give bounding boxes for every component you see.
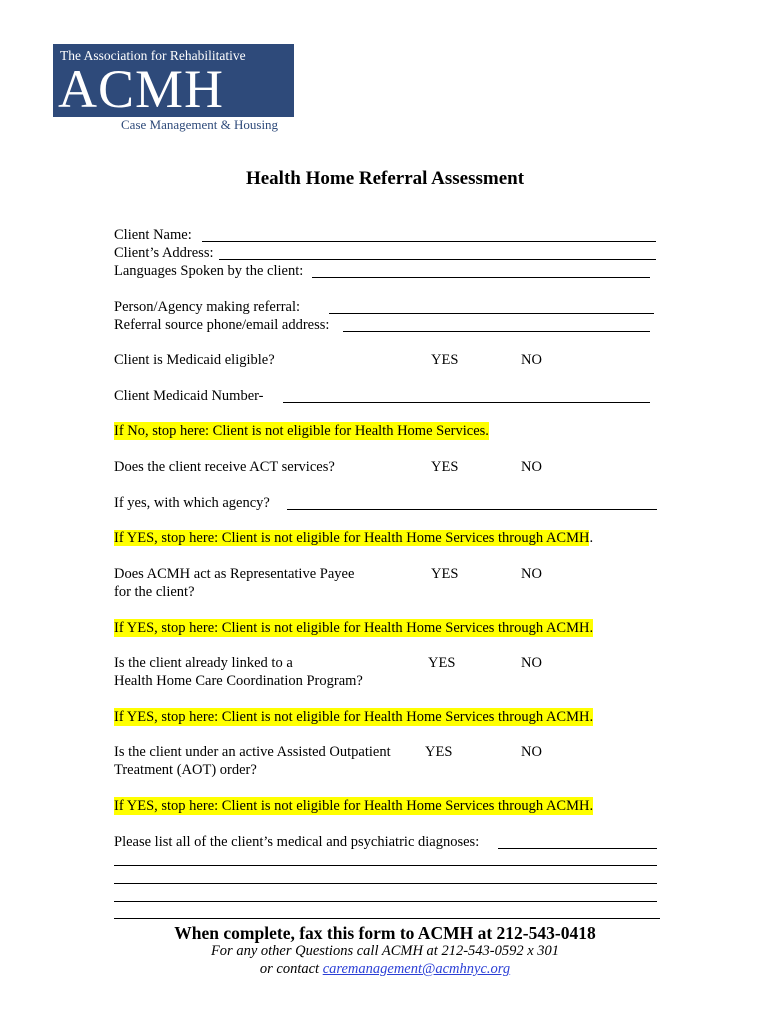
act-question: Does the client receive ACT services? [114,459,335,475]
client-address-label: Client’s Address: [114,245,214,261]
aot-question-line1: Is the client under an active Assisted Outpatient [114,744,391,760]
linked-question-line2: Health Home Care Coordination Program? [114,673,363,689]
diagnoses-field-line4[interactable] [114,901,657,902]
referral-contact-field[interactable] [343,331,650,332]
client-address-field[interactable] [219,259,656,260]
referral-contact-label: Referral source phone/email address: [114,317,330,333]
footer-divider [114,918,660,919]
linked-question-line1: Is the client already linked to a [114,655,293,671]
diagnoses-field-line2[interactable] [114,865,657,866]
languages-field[interactable] [312,277,650,278]
aot-yes-option[interactable]: YES [425,744,453,760]
medicaid-no-option[interactable]: NO [521,352,542,368]
act-warning [114,529,593,547]
fax-instruction: When complete, fax this form to ACMH at 212-543-0418 [174,923,596,943]
email-contact-prefix: or contact [259,961,323,977]
act-yes-option[interactable]: YES [431,459,459,475]
diagnoses-label: Please list all of the client’s medical and psychiatric diagnoses: [114,834,480,850]
aot-no-option[interactable]: NO [521,744,542,760]
act-agency-field[interactable] [287,509,657,510]
diagnoses-field-line1[interactable] [498,848,657,849]
email-contact [0,961,770,978]
act-no-option[interactable]: NO [521,459,542,475]
payee-question-line1: Does ACMH act as Representative Payee [114,566,355,582]
act-warning-text: If YES, stop here: Client is not eligible for Health Home Services through ACMH [114,530,590,546]
diagnoses-field-line3[interactable] [114,883,657,884]
medicaid-warning: If No, stop here: Client is not eligible for Health Home Services. [114,423,489,439]
referrer-label: Person/Agency making referral: [114,299,301,315]
aot-question-line2: Treatment (AOT) order? [114,762,257,778]
payee-question-line2: for the client? [114,584,195,600]
medicaid-yes-option[interactable]: YES [431,352,459,368]
referrer-field[interactable] [329,313,654,314]
logo-top-line: The Association for Rehabilitative [60,48,246,63]
payee-no-option[interactable]: NO [521,566,542,582]
client-name-field[interactable] [202,241,656,242]
phone-contact: For any other Questions call ACMH at 212-543-0592 x 301 [210,943,560,959]
medicaid-question: Client is Medicaid eligible? [114,352,275,368]
client-name-label: Client Name: [114,227,192,243]
linked-no-option[interactable]: NO [521,655,542,671]
logo-acronym: ACMH [58,59,225,119]
page-title: Health Home Referral Assessment [245,168,525,189]
languages-label: Languages Spoken by the client: [114,263,304,279]
aot-warning: If YES, stop here: Client is not eligible for Health Home Services through ACMH. [114,798,594,814]
medicaid-number-label: Client Medicaid Number- [114,388,264,404]
payee-warning: If YES, stop here: Client is not eligible for Health Home Services through ACMH. [114,620,594,636]
linked-yes-option[interactable]: YES [428,655,456,671]
act-warning-period: . [589,530,594,546]
payee-yes-option[interactable]: YES [431,566,459,582]
medicaid-number-field[interactable] [283,402,650,403]
email-link[interactable]: caremanagement@acmhnyc.org [322,961,511,977]
logo-tagline: Case Management & Housing [121,117,279,132]
act-agency-label: If yes, with which agency? [114,495,270,511]
linked-warning: If YES, stop here: Client is not eligible for Health Home Services through ACMH. [114,709,594,725]
